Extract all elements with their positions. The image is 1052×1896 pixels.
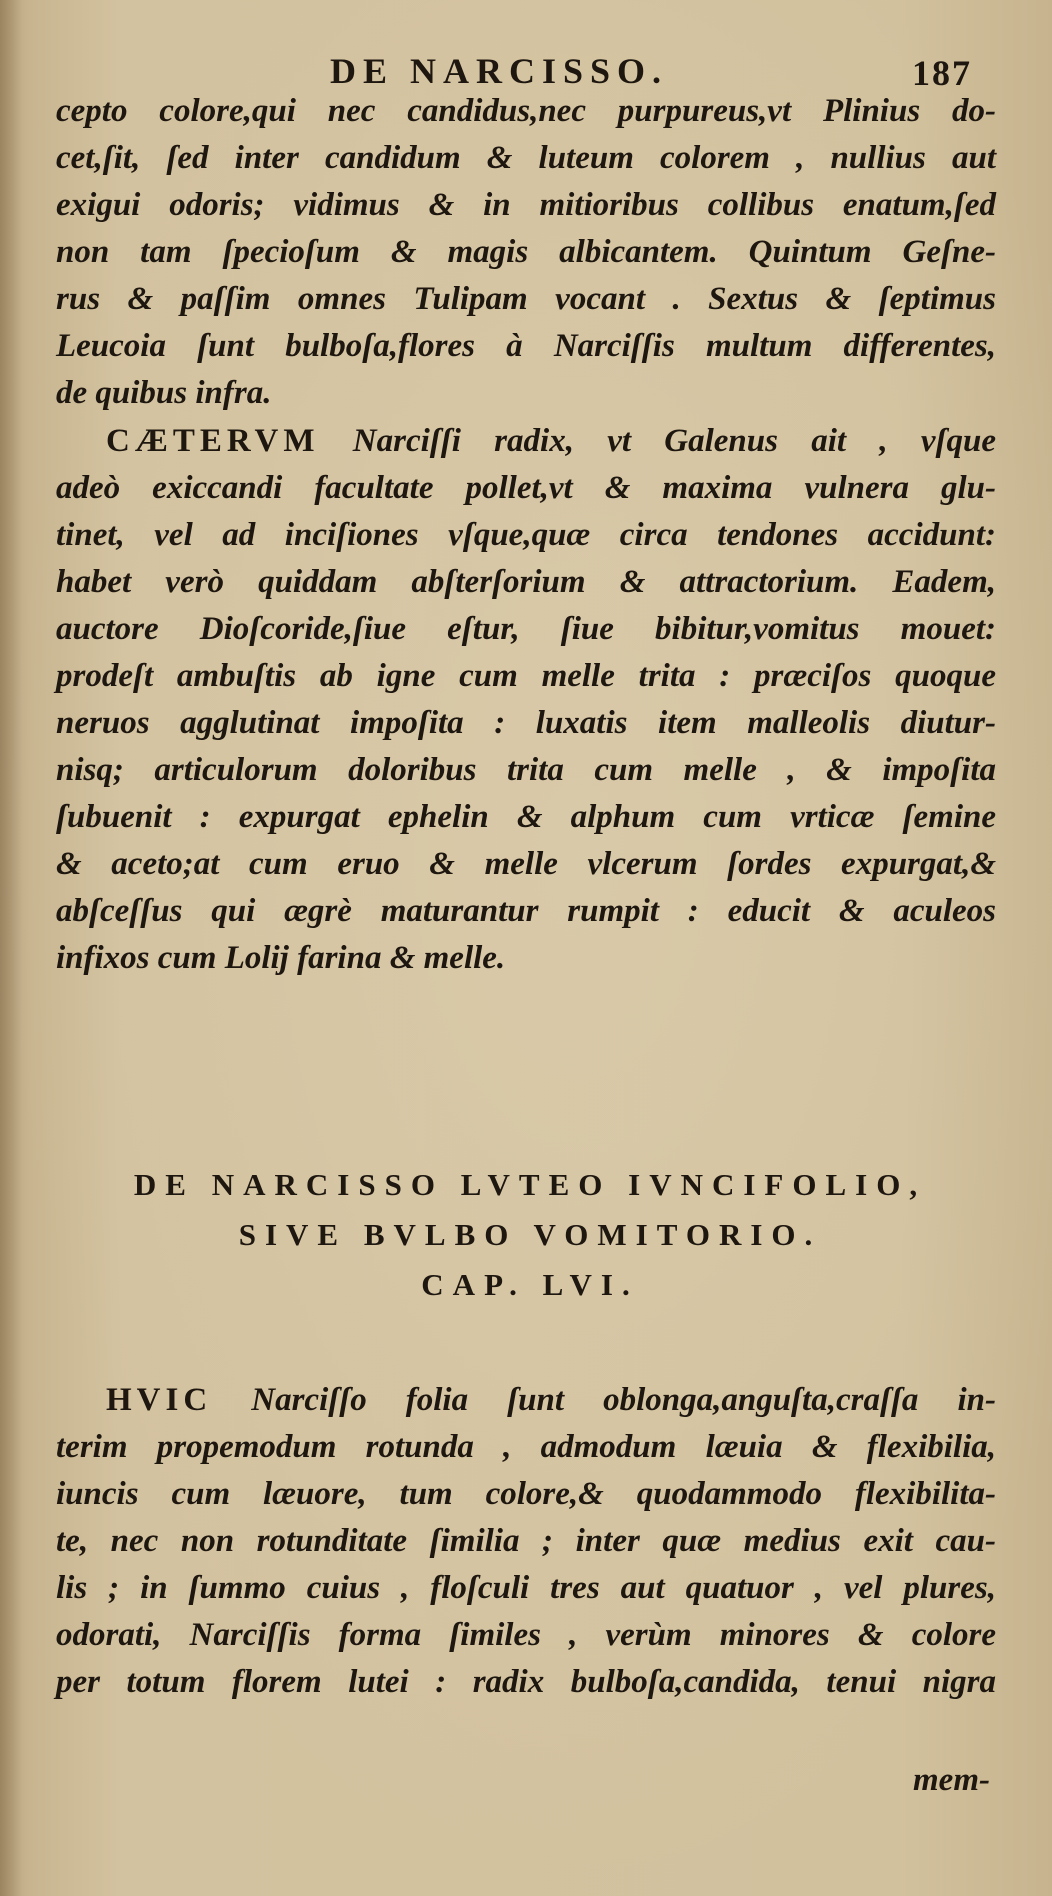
paragraph-ceterum [56, 418, 996, 982]
text-line: lis ; in ſummo cuius , floſculi tres aut quatuor , vel plures, [56, 1570, 996, 1606]
text-line: ſubuenit : expurgat ephelin & alphum cum vrticæ ſemine [56, 799, 996, 835]
chapter-heading [80, 1160, 980, 1310]
text-line-first [56, 418, 996, 465]
text-line: cepto colore,qui nec candidus,nec purpureus,vt Plinius do- [56, 93, 996, 129]
text-line: prodeſt ambuſtis ab igne cum melle trita : præciſos quoque [56, 658, 996, 694]
paragraph-initial-word: CÆTERVM [106, 423, 320, 459]
text-line: odorati, Narciſſis forma ſimiles , verùm minores & colore [56, 1617, 996, 1653]
first-line-rest: Narciſſo folia ſunt oblonga,anguſta,craſſa in- [251, 1382, 996, 1418]
text-line: terim propemodum rotunda , admodum læuia & flexibilia, [56, 1429, 996, 1465]
text-line: non tam ſpecioſum & magis albicantem. Quintum Geſne- [56, 234, 996, 270]
chapter-title-line-1: DE NARCISSO LVTEO IVNCIFOLIO, [133, 1167, 927, 1202]
text-line-first [56, 1377, 996, 1424]
running-title: DE NARCISSO. [330, 51, 669, 91]
text-line: neruos agglutinat impoſita : luxatis item malleolis diutur- [56, 705, 996, 741]
catchword: mem- [913, 1762, 990, 1798]
text-line: tinet, vel ad inciſiones vſque,quæ circa tendones accidunt: [56, 517, 996, 553]
text-line: Leucoia ſunt bulboſa,flores à Narciſſis multum differentes, [56, 328, 996, 364]
paragraph-continuation [56, 88, 996, 417]
chapter-number: CAP. LVI. [421, 1267, 639, 1302]
text-line: iuncis cum læuore, tum colore,& quodammodo flexibilita- [56, 1476, 996, 1512]
text-line: exigui odoris; vidimus & in mitioribus collibus enatum,ſed [56, 187, 996, 223]
text-line: rus & paſſim omnes Tulipam vocant . Sextus & ſeptimus [56, 281, 996, 317]
text-line: habet verò quiddam abſterſorium & attractorium. Eadem, [56, 564, 996, 600]
text-line: adeò exiccandi facultate pollet,vt & maxima vulnera glu- [56, 470, 996, 506]
text-line: abſceſſus qui ægrè maturantur rumpit : educit & aculeos [56, 893, 996, 929]
page-number: 187 [912, 53, 972, 93]
text-line: nisq; articulorum doloribus trita cum melle , & impoſita [56, 752, 996, 788]
chapter-title-line-2: SIVE BVLBO VOMITORIO. [238, 1217, 822, 1252]
text-line: te, nec non rotunditate ſimilia ; inter quæ medius exit cau- [56, 1523, 996, 1559]
text-line: & aceto;at cum eruo & melle vlcerum ſordes expurgat,& [56, 846, 996, 882]
text-line: per totum florem lutei : radix bulboſa,candida, tenui nigra [56, 1664, 996, 1700]
paragraph-initial-word: HVIC [106, 1382, 213, 1418]
first-line-rest: Narciſſi radix, vt Galenus ait , vſque [352, 423, 996, 459]
text-line: cet,ſit, ſed inter candidum & luteum colorem , nullius aut [56, 140, 996, 176]
gutter-shadow [0, 0, 22, 1896]
paragraph-huic [56, 1377, 996, 1706]
text-line: auctore Dioſcoride,ſiue eſtur, ſiue bibitur,vomitus mouet: [56, 611, 996, 647]
text-line: infixos cum Lolij farina & melle. [56, 940, 506, 976]
text-line: de quibus infra. [56, 375, 272, 411]
